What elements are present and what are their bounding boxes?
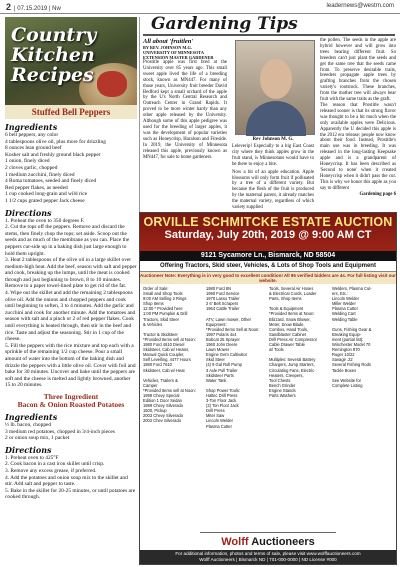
ad-logo xyxy=(200,532,336,550)
article-heading: All about 'fruitlen' xyxy=(143,38,194,45)
author-photo xyxy=(235,40,315,135)
recipe-title: Stuffed Bell Peppers xyxy=(5,105,137,119)
ad-column-2: 1980 Ford 8N 1990 Ford Service 1970 Lasso Trailer 2 6' Belt Scrapers 1964 Cattle Trailer ATV, Lawn mower, Other Equipment: *Provided Items Sell at Noon: 1997 Polaris 4x4 Bobcat 25 Sprayer 1960 John Deere Lawn Mower Engine Gem Cultivator Skid Steer (4) 9 Gal Roll Pump 3 Axle Pull Trailer Skidsteer Parts Water Tank Shop Power Tools: Haltec Drill Press 3-Ton Floor Jack (2) Ton Floor Jack Drill Press Miter Saw Lincoln Welder Plasma Cutter xyxy=(206,286,260,429)
pepper-image xyxy=(97,71,127,97)
article-column-3 xyxy=(320,38,396,228)
header-left xyxy=(6,2,61,12)
article-text-2b: Now a bit of an apple education. Apple blossoms will only form fruit if pollinated by a tree of a different variety. But because the flesh of the fruit is produced by the maternal parent, it already matches the maternal variety, regardless of which variety supplied xyxy=(232,169,314,211)
recipe2-title: Three Ingredient Bacon & Onion Roasted Potatoes xyxy=(17,391,125,409)
ad-column-1: Order of Sale: Small and Shop Tools 9:00 AM Selling 2 Rings Shop Items 12:00 * Provided here 1:00 PM Pumpkin & Drill Tractors, Skid Steer & Vehicles Tractor & Skidsteer *Provided Items sell at Noon: 1980 Ford 4610 Diesel Skidsteer, Cab w/ Heater, Manual Quick Coupler, Self Levelling, 4477 Hours 1980 Ford 7610 Skidsteer, Cab w/ Heat Vehicles, Trailers & Camper *Provided Items sell at Noon: 1999 Chevy Special Edition 1 Door Sedan 1989 Chevy Silverado 1500, Pickup 2003 Chevy Silverado 2002 Chev Silverado xyxy=(143,286,196,424)
ad-note: Auctioneer Note: Everything is in very good to excellent condition! All 95 verified bidders are 4s. For full listing visit our website. xyxy=(140,273,396,283)
auction-ad xyxy=(139,212,397,565)
country-kitchen-section xyxy=(5,17,137,501)
article-text-3: the pollen. The seeds in the apple are hybrid however and will grow into trees bearing different fruit. So breeders can't just plant the seeds and get the same tree that the seeds came from. To preserve desirable traits, breeders propagate apple trees by grafting branches from the chosen variety's rootstock. These branches, from the mother tree will always bear fruit with the same traits as the graft. The reason that Prostitle wasn't released sooner is that its strong flavor was thought to be a bit much when the only available apples were Delicious. Apparently the U decided this apple is the 2012 era release: people now know about their food. Instead, Prostitle's main use was in breeding. It was released in the long-lasting Keepsake apple and is a grandparent of Honeycrisp. It has been described as 'Second to none' when it created Honeycrisp when it didn't pass the cut. This is why we honor this apple as you say to different xyxy=(320,38,396,191)
continued-link[interactable]: Gardening page 6 xyxy=(359,191,396,197)
page-number: 2 xyxy=(6,2,12,12)
ad-listing xyxy=(140,284,396,552)
article-byline: BY REV. JOHNSON M.G. UNIVERSITY OF MINNESOTA EXTENSION MASTER GARDENER xyxy=(143,45,214,60)
gardening-title: Gardening Tips xyxy=(151,14,298,34)
ad-header xyxy=(140,213,396,251)
ingredients-heading: Ingredients xyxy=(5,122,58,132)
directions-text: 1. Preheat the oven to 350 degrees F. 2. Cut the tops off the peppers. Remove and discard the stems, then finely chop the tops; set aside. Scoop out the seeds and as much of the membrane as you can. Place the peppers cut-side up in a baking dish just large enough to hold them upright. 3. Heat 2 tablespoons of the olive oil in a large skillet over medium-high heat. Add the beef, season with salt and pepper and cook, breaking up the lumps, until the meat is cooked through and just beginning to brown, 8 to 10 minutes. Remove to a paper towel-lined plate to get rid of the fat. 4. Wipe out the skillet and add the remaining 2 tablespoons olive oil. Add the onions and chopped peppers and cook until beginning to soften, 3 to 4 minutes. Add the garlic and zucchini and cook for another minute. Add the tomatoes and season with salt and a pinch or 2 of red pepper flakes. Cook until everything is heated through, then stir in the beef and rice. Taste and adjust the seasoning. Stir in 1 cup of the cheese. 5. Fill the peppers with the rice mixture and top each with a sprinkle of the remaining 1/2 cup cheese. Pour a small amount of water into the bottom of the baking dish and drizzle the peppers with a little olive oil. Cover with foil and bake for 30 minutes. Uncover and bake until the peppers are soft and the cheese is melted and lightly browned, another 15 to 20 minutes. xyxy=(5,217,137,389)
ad-title: ORVILLE SCHMITCKE ESTATE AUCTION xyxy=(143,215,393,229)
page-header xyxy=(0,0,400,14)
banner-title: Country Kitchen Recipes xyxy=(11,24,97,86)
header-date: | 07.15.2019 | Nw xyxy=(14,6,61,12)
ad-address: 9121 Sycamore Ln., Bismarck, ND 58504 xyxy=(140,251,396,261)
article-text-1: Prostitle apple was first bred at the University over 85 years ago. This small sweet apple lived the life of a breeding stock, known as MN447. For many of those years, University fruit breeder David Bedford kept a small orchard of the apple by the U's North Central Research and Outreach Center in Grand Rapids. It proved to be more winter hardy than any other apple released by the University. Although some of this apple pedigree was used for the breeding of larger apples, it was the development of popular varieties such as Honeycrisp, Haralson and Fireside. In 2019, the University of Minnesota released this apple, previously known as MN447, for sale to home gardeners. xyxy=(143,60,227,160)
recipe2-directions-heading: Directions xyxy=(5,444,52,455)
title-rule xyxy=(143,34,395,36)
logo-name-2: Auctioneers xyxy=(251,536,315,548)
directions-heading: Directions xyxy=(5,207,52,218)
article-column-1 xyxy=(143,38,227,208)
ad-feature: Offering Tractors, Skid steer, Vehicles, & Lots of Shop Tools and Equipment xyxy=(140,261,396,272)
logo-name: Wolff xyxy=(221,536,249,548)
article-column-2 xyxy=(232,144,314,211)
ad-footer: For additional information, photos and terms of sale, please visit www.wolffauctioneers.com Wolff Auctioneers | Bismarck ND | 701-000-0000 | ND License #000 xyxy=(140,550,396,564)
ad-column-3: Tools, Several Air Hoses & Electrical Cords, Loader Parts, Shop Items Tools & Equipment *Provided Items at Noon: Blizzard, Snow Blower, Meter, Snow Blade, Combos, Hand Tools, Sandblaster Cabinet Drill Press Air Compressor Cable Drawer Table w/ Tools Multiples: Several Battery Chargers, Jump Starters, Circulating Fans, Electric Heaters, Creepers, Tool Chests Bench Grinder Engine Stands Parts Washers xyxy=(269,286,317,398)
recipe2-directions: 1. Preheat oven to 425°F 2. Cook bacon in a cast iron skillet until crisp. 3. Remove any excess grease, if preferred. 4. Add the potatoes and onion soup mix to the skillet and stir. Add salt and pepper to taste. 5. Bake in the skillet for 20-25 minutes, or until potatoes are cooked through. xyxy=(5,454,136,501)
ad-column-4: Welders, Plasma Cut- ers, Etc.: Lincoln Welder Miller Welder Plasma Cutter Welding Cart Welding Table Guns, Fishing Gear & Breaking Equip- ment (partial list): Winchester Model 70 Remington 870 Ruger 10/22 Savage .22 Several Fishing Rods Tackle Boxes See Website for Complete Listing xyxy=(332,286,372,388)
photo-shirt xyxy=(246,101,306,136)
ad-date: Saturday, July 20th, 2019 @ 9:00 AM CT xyxy=(164,229,372,241)
recipe2-ingredients-heading: Ingredients xyxy=(5,411,58,422)
recipe2-ingredients: ½ lb. bacon, chopped 3 medium red potatoes, chopped in 3/4-inch pieces 2 or onion soup mix, 1 packet xyxy=(5,421,115,442)
article-text-2: Leleverip! Especially to a big East Coast city where they think apples grow in the fruit stand, is Minnesotans would have to be there to enjoy a bite. xyxy=(232,144,314,167)
header-site: leadernews@westrn.com xyxy=(326,3,394,9)
photo-caption: Rev Johnson M. G. xyxy=(252,137,294,142)
ingredients-list: 6 bell peppers, any color 4 tablespoons olive oil, plus more for drizzling 8 ounces lean ground beef Kosher salt and freshly ground black pepper 1 onion, finely diced 2 cloves garlic, chopped 1 medium zucchini, finely diced 4 Roma tomatoes, seeded and finely diced Red pepper flakes, as needed 1 cup cooked long-grain and wild rice 1 1/2 cups grated pepper Jack cheese xyxy=(5,132,106,204)
photo-face xyxy=(260,59,292,99)
country-kitchen-banner xyxy=(5,17,137,105)
